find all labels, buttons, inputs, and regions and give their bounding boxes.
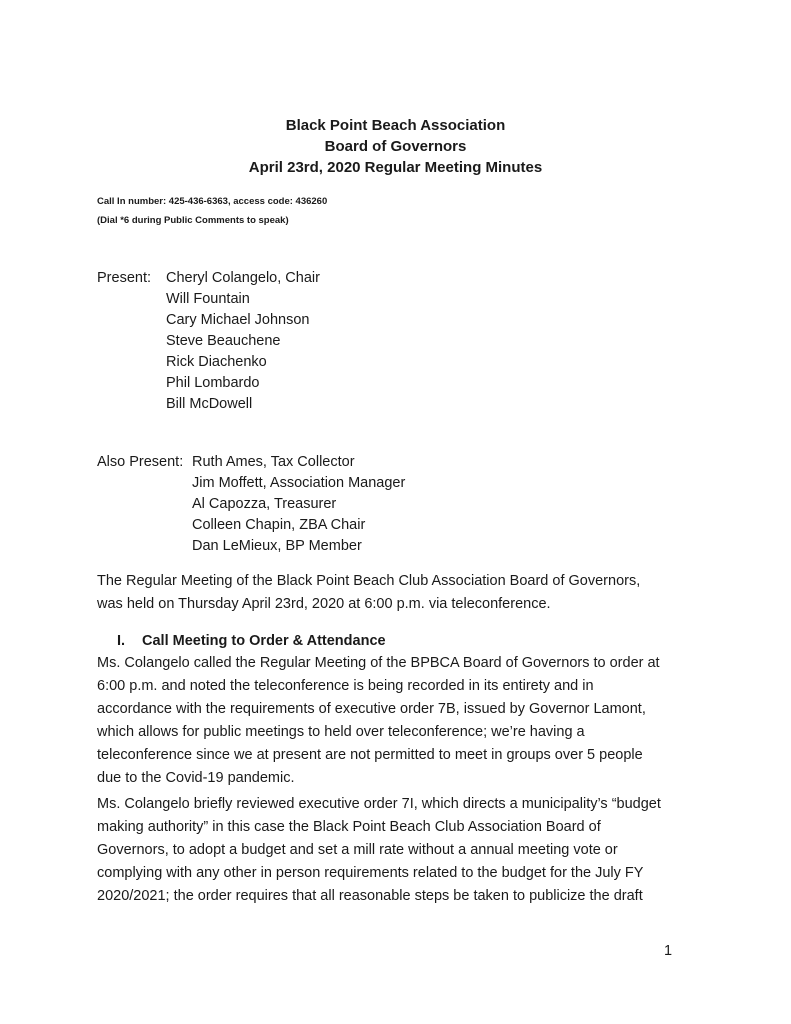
paragraph-line: Ms. Colangelo briefly reviewed executive order 7I, which directs a municipality’s “budget: [97, 796, 661, 812]
present-name: Cary Michael Johnson: [166, 312, 310, 328]
present-name: Cheryl Colangelo, Chair: [166, 270, 320, 286]
also-present-name: Colleen Chapin, ZBA Chair: [192, 517, 366, 533]
present-name: Rick Diachenko: [166, 354, 267, 370]
present-name: Phil Lombardo: [166, 375, 260, 391]
present-name: Will Fountain: [166, 291, 250, 307]
present-name: Steve Beauchene: [166, 333, 281, 349]
section-paragraph: [97, 652, 697, 790]
present-label: Present:: [97, 270, 151, 286]
also-present-name: Al Capozza, Treasurer: [192, 496, 337, 512]
document-meeting-title: April 23rd, 2020 Regular Meeting Minutes: [248, 159, 543, 176]
present-name: Bill McDowell: [166, 396, 253, 412]
paragraph-line: accordance with the requirements of executive order 7B, issued by Governor Lamont,: [97, 701, 646, 717]
document-org-title: Black Point Beach Association: [285, 117, 506, 134]
paragraph-line: which allows for public meetings to held over teleconference; we’re having a: [97, 724, 585, 740]
also-present-label: Also Present:: [97, 454, 184, 470]
also-present-name: Jim Moffett, Association Manager: [192, 475, 406, 491]
paragraph-line: The Regular Meeting of the Black Point Beach Club Association Board of Governors,: [97, 573, 641, 589]
paragraph-line: making authority” in this case the Black Point Beach Club Association Board of: [97, 819, 601, 835]
page-number: 1: [664, 943, 673, 959]
paragraph-line: complying with any other in person requirements related to the budget for the July FY: [97, 865, 644, 881]
call-in-number: Call In number: 425-436-6363, access code: 436260: [97, 196, 328, 207]
paragraph-line: teleconference since we at present are not permitted to meet in groups over 5 people: [97, 747, 643, 763]
section-paragraph: [97, 793, 697, 908]
also-present-name: Dan LeMieux, BP Member: [192, 538, 362, 554]
paragraph-line: due to the Covid-19 pandemic.: [97, 770, 295, 786]
section-heading: [97, 631, 386, 651]
paragraph-line: Governors, to adopt a budget and set a mill rate without a annual meeting vote or: [97, 842, 618, 858]
paragraph-line: was held on Thursday April 23rd, 2020 at 6:00 p.m. via teleconference.: [97, 596, 551, 612]
call-in-instructions: (Dial *6 during Public Comments to speak): [97, 215, 289, 226]
section-number: I.: [117, 633, 126, 649]
intro-paragraph: [97, 570, 697, 616]
paragraph-line: 2020/2021; the order requires that all reasonable steps be taken to publicize the draft: [97, 888, 643, 904]
also-present-name: Ruth Ames, Tax Collector: [192, 454, 355, 470]
section-title: Call Meeting to Order & Attendance: [142, 633, 386, 649]
paragraph-line: 6:00 p.m. and noted the teleconference is being recorded in its entirety and in: [97, 678, 594, 694]
paragraph-line: Ms. Colangelo called the Regular Meeting of the BPBCA Board of Governors to order at: [97, 655, 660, 671]
document-board-title: Board of Governors: [324, 138, 467, 155]
